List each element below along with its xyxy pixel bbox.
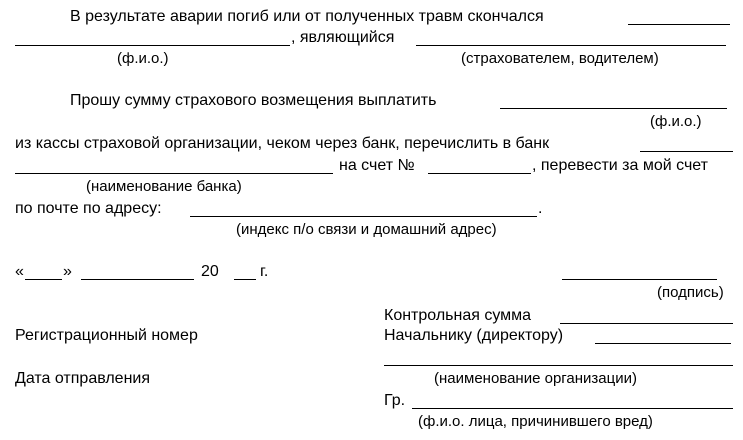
status-line[interactable]	[416, 45, 726, 46]
death-text: В результате аварии погиб или от полученных травм скончался	[70, 8, 544, 25]
deceased-line-1[interactable]	[628, 24, 730, 25]
signature-line[interactable]	[562, 279, 717, 280]
year-line[interactable]	[234, 279, 256, 280]
date-open-quote: «	[15, 263, 24, 280]
culprit-name-line[interactable]	[412, 408, 733, 409]
deceased-name-line[interactable]	[15, 45, 290, 46]
bank-line-1[interactable]	[640, 151, 733, 152]
bank-name-hint: (наименование банка)	[86, 178, 242, 195]
month-line[interactable]	[81, 279, 194, 280]
organization-hint: (наименование организации)	[434, 370, 637, 387]
address-hint: (индекс п/о связи и домашний адрес)	[236, 221, 497, 238]
citizen-label: Гр.	[384, 392, 406, 409]
head-name-line[interactable]	[595, 343, 731, 344]
transfer-text: , перевести за мой счет	[532, 157, 708, 174]
control-sum-line[interactable]	[560, 323, 733, 324]
culprit-hint: (ф.и.о. лица, причинившего вред)	[418, 413, 653, 430]
account-number-line[interactable]	[428, 173, 531, 174]
insurer-driver-hint: (страхователем, водителем)	[461, 50, 659, 67]
year-suffix: г.	[260, 263, 269, 280]
mail-address-line[interactable]	[190, 216, 537, 217]
control-sum-label: Контрольная сумма	[384, 307, 532, 324]
year-prefix: 20	[201, 263, 219, 280]
address-period: .	[538, 200, 543, 217]
being-text: , являющийся	[291, 29, 395, 46]
payout-request: Прошу сумму страхового возмещения выплатить	[70, 92, 437, 109]
organization-line[interactable]	[384, 365, 733, 366]
to-head-label: Начальнику (директору)	[384, 327, 564, 344]
registration-number-label: Регистрационный номер	[15, 327, 198, 344]
signature-hint: (подпись)	[657, 284, 724, 301]
payee-line[interactable]	[500, 108, 727, 109]
to-account-text: на счет №	[339, 157, 415, 174]
fio-hint: (ф.и.о.)	[117, 50, 169, 67]
payout-methods: из кассы страховой организации, чеком через банк, перечислить в банк	[15, 135, 550, 152]
by-mail-text: по почте по адресу:	[15, 200, 162, 217]
bank-name-line[interactable]	[15, 173, 333, 174]
fio-hint-2: (ф.и.о.)	[650, 113, 702, 130]
day-line[interactable]	[25, 279, 62, 280]
date-close-quote: »	[63, 263, 72, 280]
send-date-label: Дата отправления	[15, 370, 151, 387]
